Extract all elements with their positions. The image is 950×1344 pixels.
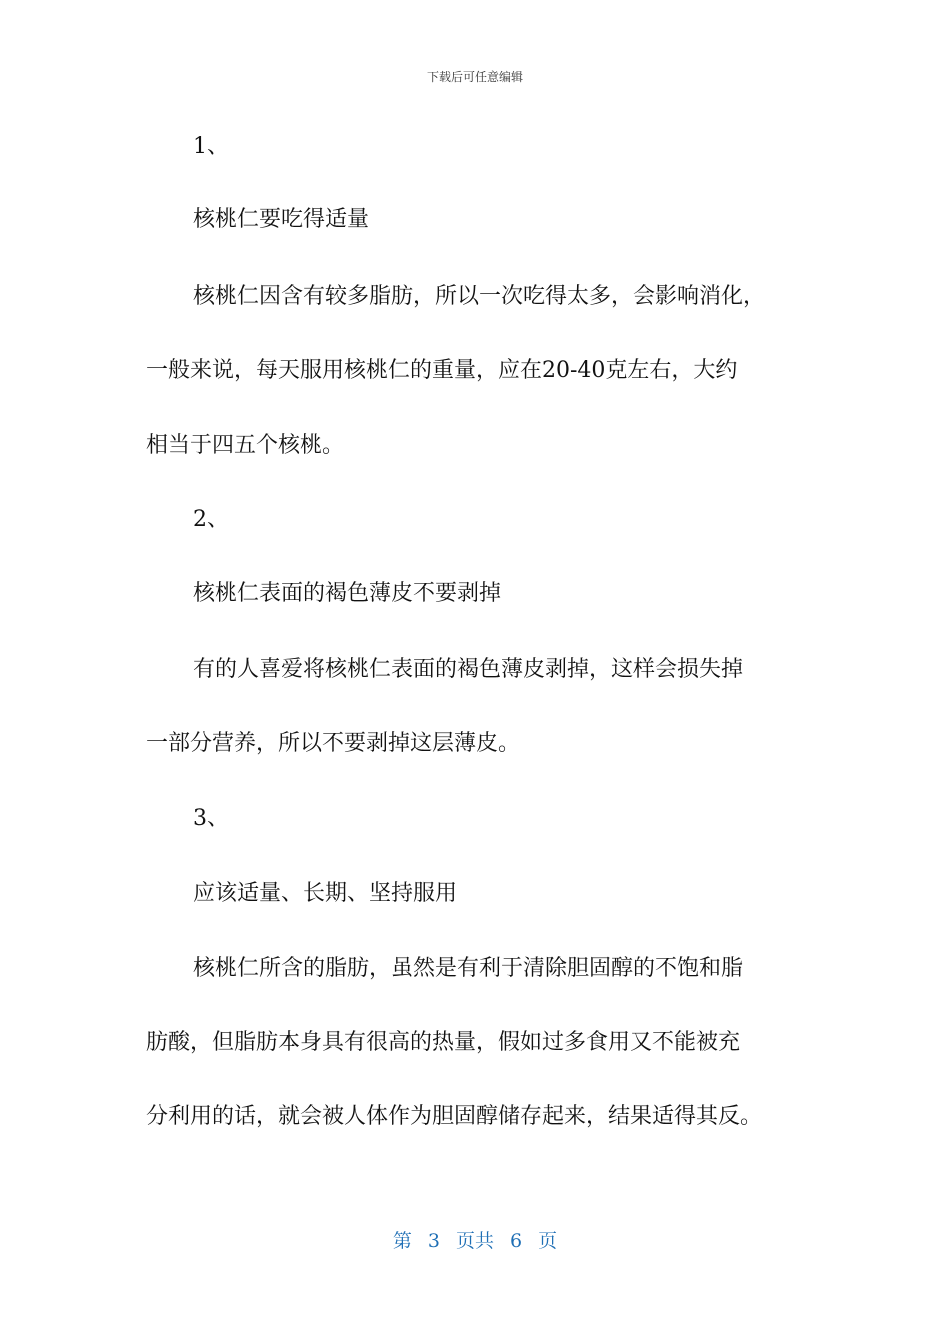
paragraph-line: 有的人喜爱将核桃仁表面的褐色薄皮剥掉，这样会损失掉 <box>193 657 744 682</box>
paragraph-line: 核桃仁因含有较多脂肪，所以一次吃得太多，会影响消化， <box>193 284 766 309</box>
section-heading: 应该适量、长期、坚持服用 <box>193 881 458 906</box>
paragraph-line: 核桃仁所含的脂肪，虽然是有利于清除胆固醇的不饱和脂 <box>193 956 744 981</box>
page-label-mid: 页共 <box>455 1230 494 1252</box>
page-label-prefix: 第 <box>392 1230 412 1252</box>
current-page-number: 3 <box>427 1230 440 1252</box>
section-heading: 核桃仁表面的褐色薄皮不要剥掉 <box>193 581 502 606</box>
paragraph-line: 分利用的话，就会被人体作为胆固醇储存起来，结果适得其反。 <box>146 1104 763 1129</box>
paragraph-line: 相当于四五个核桃。 <box>146 433 345 458</box>
header-note: 下载后可任意编辑 <box>426 70 523 84</box>
paragraph-line: 一般来说，每天服用核桃仁的重量，应在20-40克左右，大约 <box>146 358 738 383</box>
section-heading: 核桃仁要吃得适量 <box>193 207 370 232</box>
paragraph-line: 肪酸，但脂肪本身具有很高的热量，假如过多食用又不能被充 <box>146 1030 741 1055</box>
page-label-suffix: 页 <box>538 1230 558 1252</box>
page-footer <box>0 1226 950 1253</box>
section-number: 1、 <box>193 134 229 159</box>
section-number: 2、 <box>193 507 229 532</box>
section-number: 3、 <box>193 806 229 831</box>
total-pages-number: 6 <box>510 1230 523 1252</box>
paragraph-line: 一部分营养，所以不要剥掉这层薄皮。 <box>146 731 521 756</box>
